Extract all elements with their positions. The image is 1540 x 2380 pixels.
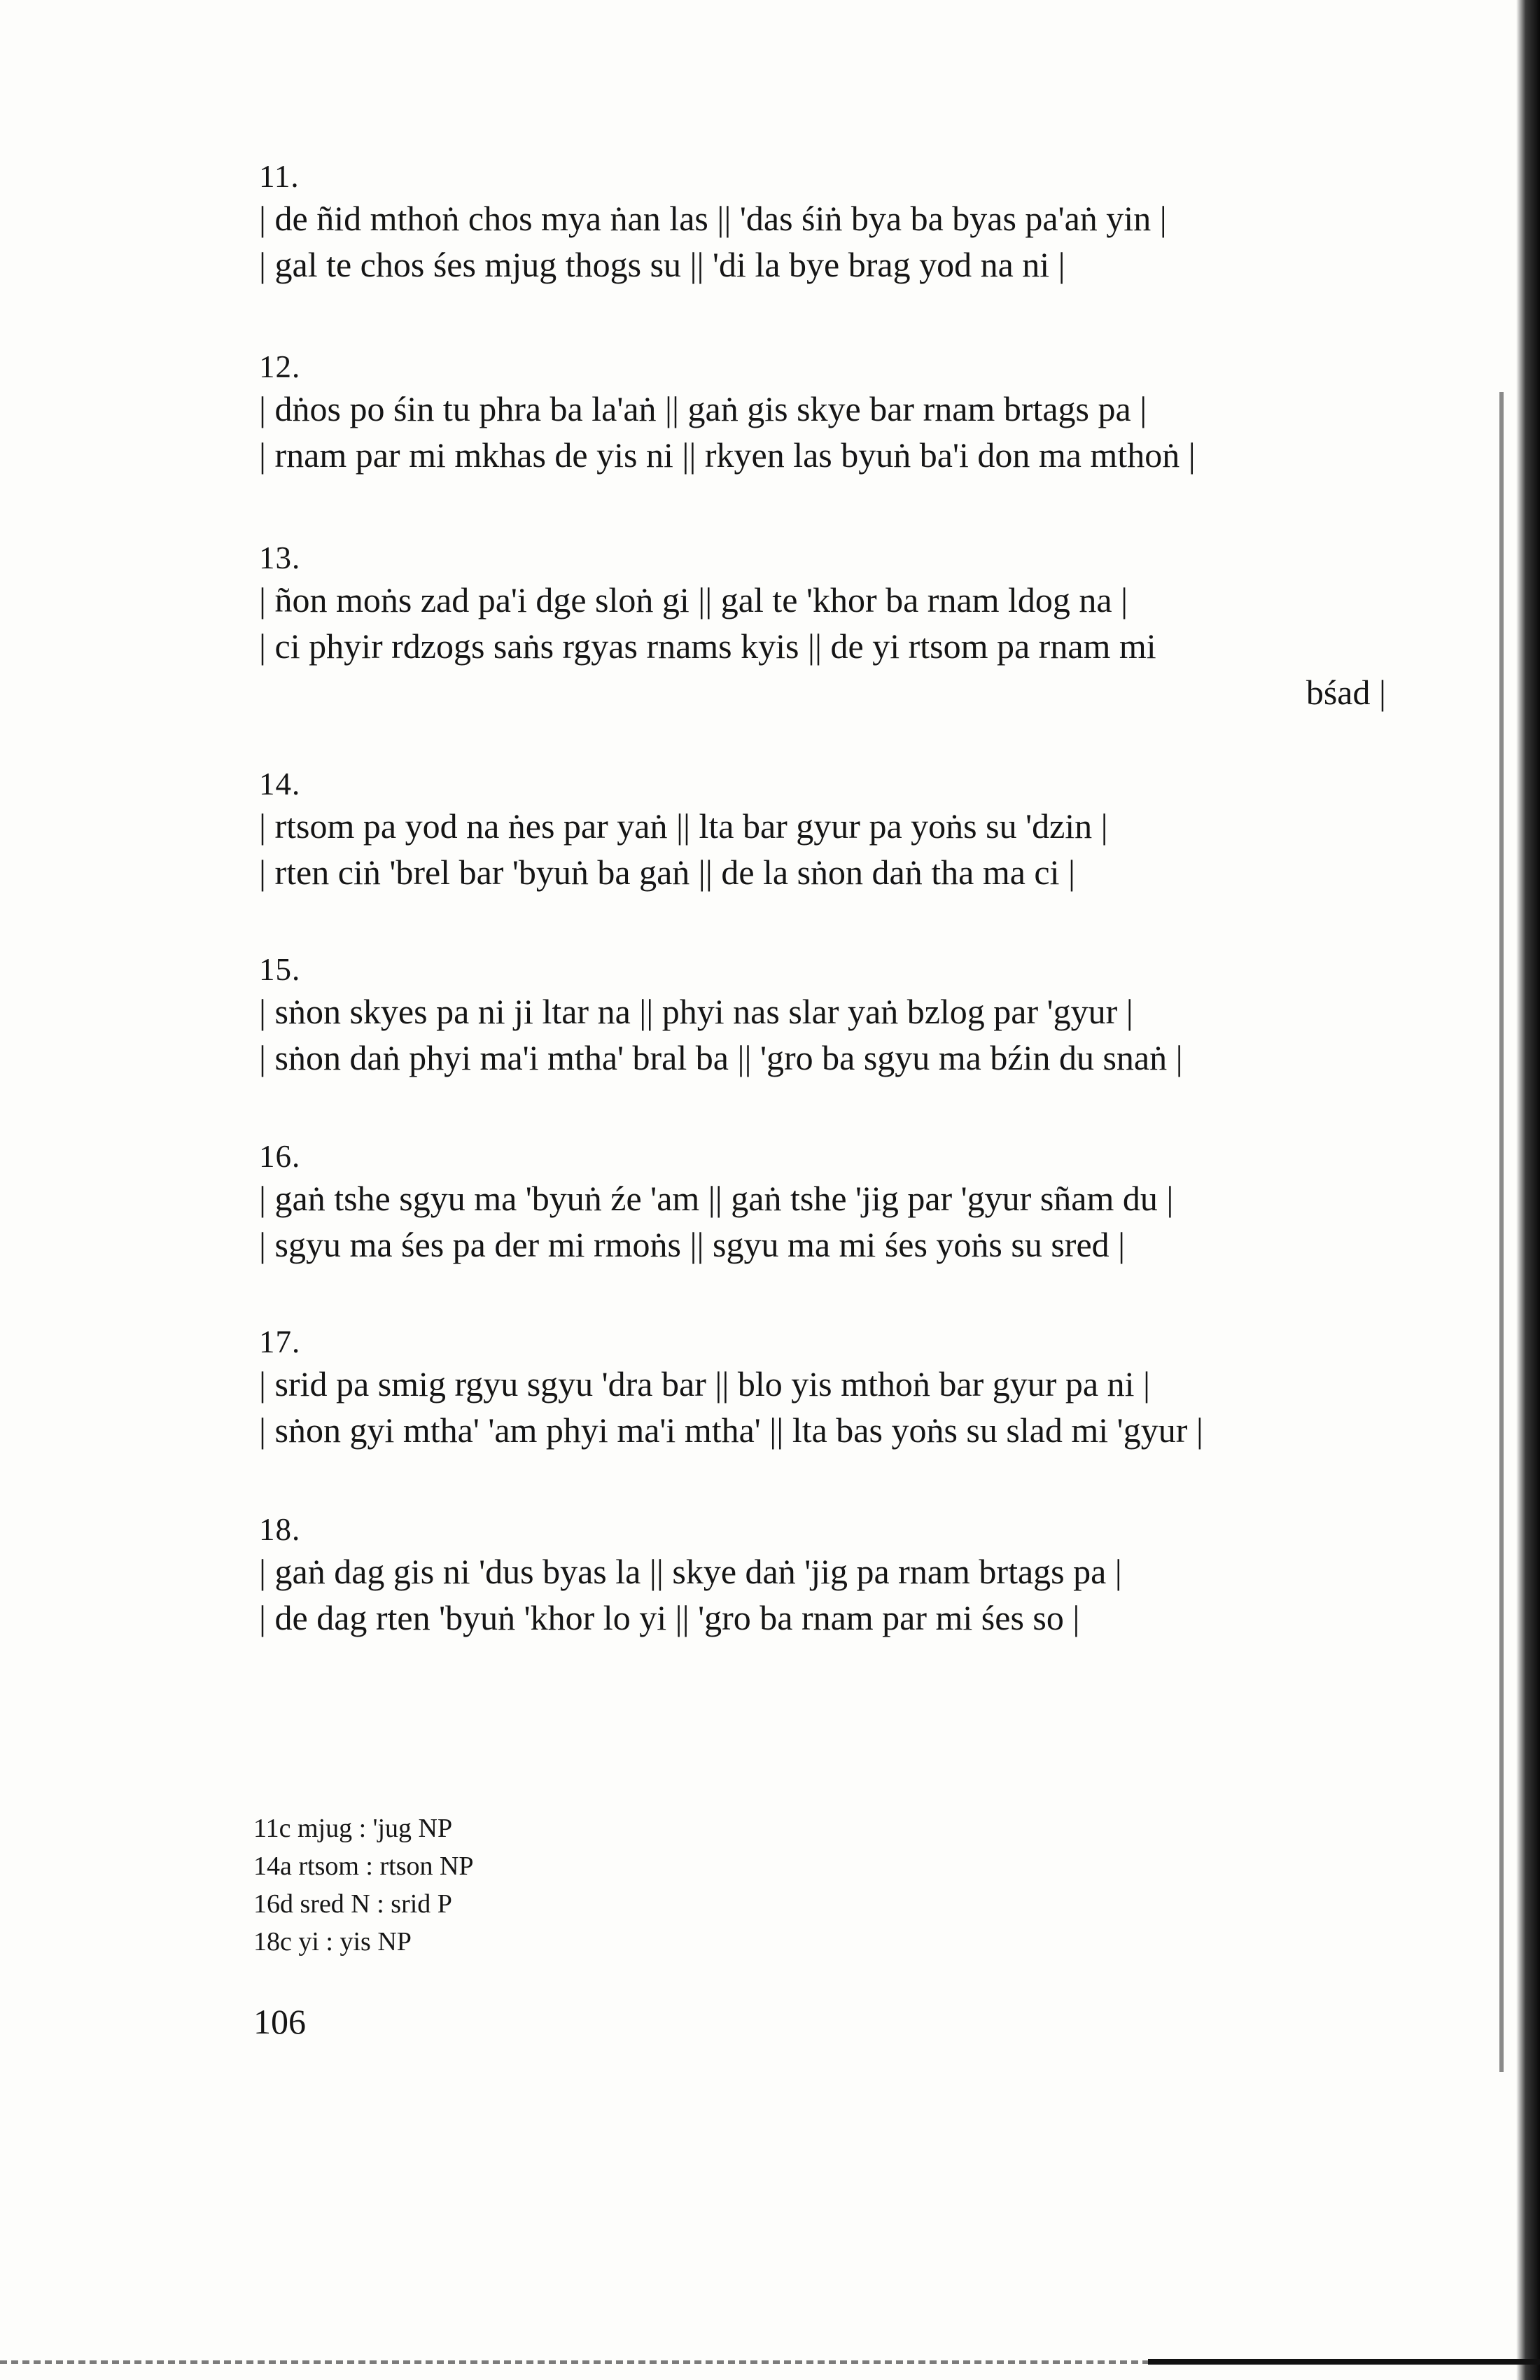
verse-number: 14. [259, 766, 301, 802]
page-number: 106 [253, 2002, 306, 2041]
verse-line: | ñon moṅs zad pa'i dge sloṅ gi || gal te 'khor ba rnam ldog na | [259, 580, 1128, 620]
apparatus-note: 18c yi : yis NP [253, 1927, 412, 1956]
scan-edge-line [1499, 392, 1504, 2072]
apparatus-note: 16d sred N : srid P [253, 1889, 452, 1919]
verse-number: 13. [259, 540, 301, 575]
verse-line: | gaṅ dag gis ni 'dus byas la || skye daṅ 'jig pa rnam brtags pa | [259, 1552, 1122, 1591]
verse-number: 12. [259, 349, 301, 384]
verse-number: 11. [259, 159, 300, 194]
verse-number: 15. [259, 952, 301, 987]
scan-edge-shadow [1516, 0, 1540, 2380]
verse-17 [259, 1323, 1407, 1453]
apparatus-note: 11c mjug : 'jug NP [253, 1814, 453, 1843]
verse-18 [259, 1511, 1407, 1641]
verse-line: | sṅon daṅ phyi ma'i mtha' bral ba || 'gro ba sgyu ma bźin du snaṅ | [259, 1038, 1183, 1077]
verse-number: 18. [259, 1512, 301, 1547]
critical-apparatus [253, 1809, 474, 1961]
verse-line: | gal te chos śes mjug thogs su || 'di la bye brag yod na ni | [259, 245, 1065, 284]
verse-line: | dṅos po śin tu phra ba la'aṅ || gaṅ gis skye bar rnam brtags pa | [259, 389, 1147, 428]
verse-continuation: bśad | [1306, 673, 1386, 712]
verse-line: | gaṅ tshe sgyu ma 'byuṅ źe 'am || gaṅ tshe 'jig par 'gyur sñam du | [259, 1179, 1174, 1218]
verse-15 [259, 951, 1407, 1081]
verse-line: | rten ciṅ 'brel bar 'byuṅ ba gaṅ || de la sṅon daṅ tha ma ci | [259, 853, 1076, 892]
scan-bottom-edge-dark [1148, 2359, 1540, 2365]
verse-14 [259, 765, 1407, 895]
verse-line: | de ñid mthoṅ chos mya ṅan las || 'das śiṅ bya ba byas pa'aṅ yin | [259, 199, 1167, 238]
verse-11 [259, 158, 1407, 288]
verse-13 [259, 539, 1407, 715]
verse-line: | rtsom pa yod na ṅes par yaṅ || lta bar gyur pa yoṅs su 'dzin | [259, 806, 1108, 846]
verse-16 [259, 1138, 1407, 1268]
verse-line: | srid pa smig rgyu sgyu 'dra bar || blo yis mthoṅ bar gyur pa ni | [259, 1364, 1150, 1404]
verse-line: | sgyu ma śes pa der mi rmoṅs || sgyu ma mi śes yoṅs su sred | [259, 1225, 1126, 1264]
verse-line: | sṅon skyes pa ni ji ltar na || phyi nas slar yaṅ bzlog par 'gyur | [259, 992, 1133, 1031]
verse-12 [259, 348, 1407, 478]
verse-number: 17. [259, 1324, 301, 1359]
verse-number: 16. [259, 1139, 301, 1174]
verse-line: | rnam par mi mkhas de yis ni || rkyen las byuṅ ba'i don ma mthoṅ | [259, 435, 1196, 475]
verse-line: | sṅon gyi mtha' 'am phyi ma'i mtha' || lta bas yoṅs su slad mi 'gyur | [259, 1410, 1203, 1450]
apparatus-note: 14a rtsom : rtson NP [253, 1851, 474, 1881]
verse-line: | ci phyir rdzogs saṅs rgyas rnams kyis || de yi rtsom pa rnam mi [259, 626, 1156, 666]
verse-line: | de dag rten 'byuṅ 'khor lo yi || 'gro ba rnam par mi śes so | [259, 1598, 1080, 1637]
